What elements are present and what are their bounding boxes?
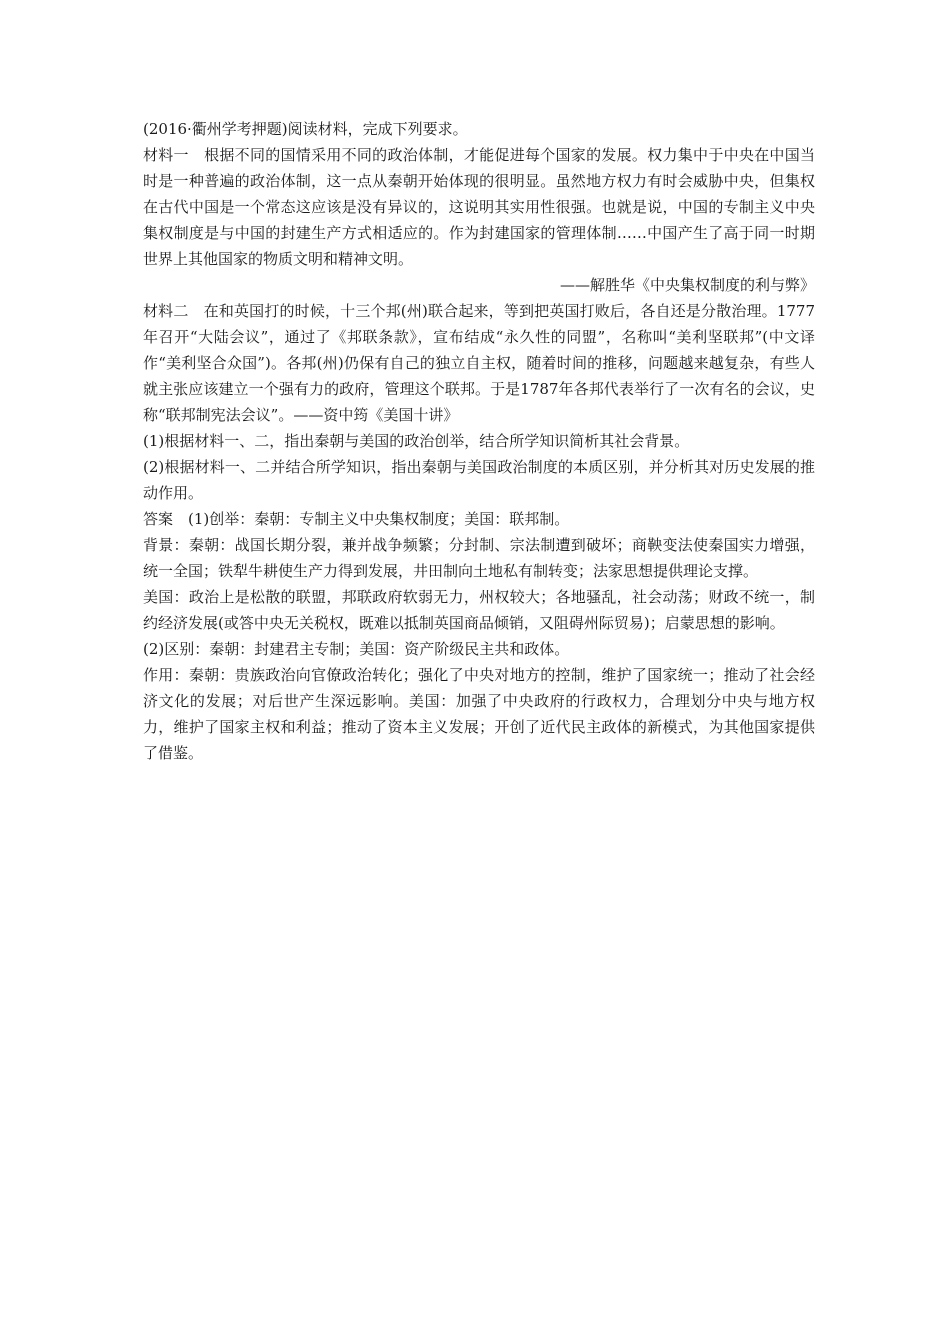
question-header: (2016·衢州学考押题)阅读材料，完成下列要求。 xyxy=(143,120,468,138)
answer-1: 答案 (1)创举：秦朝：专制主义中央集权制度；美国：联邦制。 xyxy=(143,510,570,528)
answer-background-usa: 美国：政治上是松散的联盟，邦联政府软弱无力，州权较大；各地骚乱，社会动荡；财政不统一，制约经济发展(或答中央无关税权，既难以抵制英国商品倾销，又阻碍州际贸易)；启蒙思想的影响。 xyxy=(143,588,815,632)
material-one-text: 材料一 根据不同的国情采用不同的政治体制，才能促进每个国家的发展。权力集中于中央在中国当时是一种普遍的政治体制，这一点从秦朝开始体现的很明显。虽然地方权力有时会威胁中央，但集权在古代中国是一个常态这应该是没有异议的，这说明其实用性很强。也就是说，中国的专制主义中央集权制度是与中国的封建生产方式相适应的。作为封建国家的管理体制……中国产生了高于同一时期世界上其他国家的物质文明和精神文明。 xyxy=(143,146,815,268)
question-2: (2)根据材料一、二并结合所学知识，指出秦朝与美国政治制度的本质区别，并分析其对历史发展的推动作用。 xyxy=(143,458,815,502)
document-page xyxy=(143,116,815,766)
answer-2: (2)区别：秦朝：封建君主专制；美国：资产阶级民主共和政体。 xyxy=(143,640,570,658)
material-two-text: 材料二 在和英国打的时候，十三个邦(州)联合起来，等到把英国打败后，各自还是分散治理。1777年召开“大陆会议”，通过了《邦联条款》，宣布结成“永久性的同盟”，名称叫“美利坚联邦”(中文译作“美利坚合众国”)。各邦(州)仍保有自己的独立自主权，随着时间的推移，问题越来越复杂，有些人就主张应该建立一个强有力的政府，管理这个联邦。于是1787年各邦代表举行了一次有名的会议，史称“联邦制宪法会议”。——资中筠《美国十讲》 xyxy=(143,302,815,424)
material-one-source: ——解胜华《中央集权制度的利与弊》 xyxy=(559,276,815,294)
answer-effect: 作用：秦朝：贵族政治向官僚政治转化；强化了中央对地方的控制，维护了国家统一；推动了社会经济文化的发展；对后世产生深远影响。美国：加强了中央政府的行政权力，合理划分中央与地方权力，维护了国家主权和利益；推动了资本主义发展；开创了近代民主政体的新模式，为其他国家提供了借鉴。 xyxy=(143,666,815,762)
answer-background-qin: 背景：秦朝：战国长期分裂，兼并战争频繁；分封制、宗法制遭到破坏；商鞅变法使秦国实力增强，统一全国；铁犁牛耕使生产力得到发展，井田制向土地私有制转变；法家思想提供理论支撑。 xyxy=(143,536,815,580)
question-1: (1)根据材料一、二，指出秦朝与美国的政治创举，结合所学知识简析其社会背景。 xyxy=(143,432,690,450)
